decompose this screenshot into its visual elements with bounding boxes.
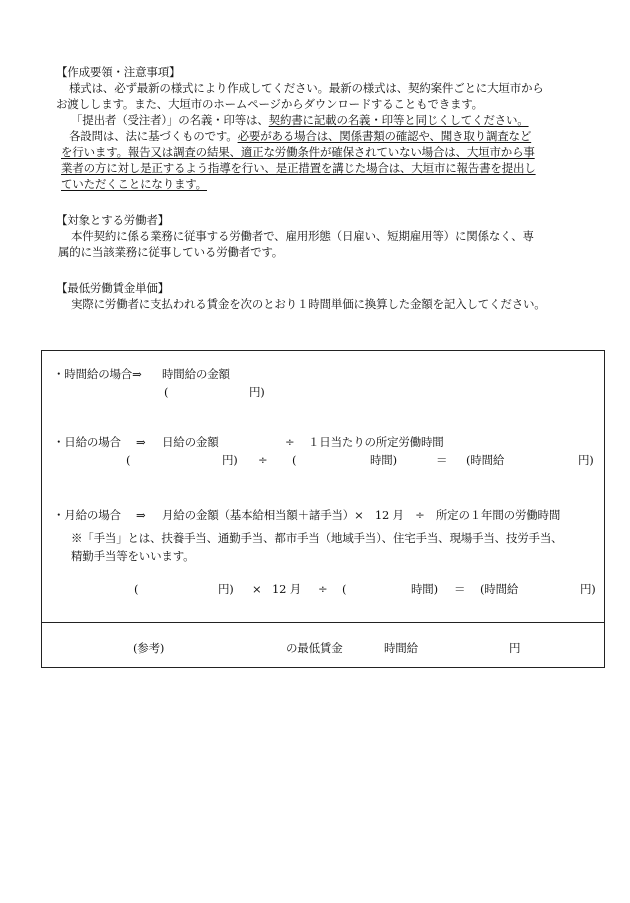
monthly-months: 12 月 <box>272 582 301 596</box>
monthly-formula: 月給の金額（基本給相当額＋諸手当）× 12 月 ÷ 所定の１年間の労働時間 <box>162 508 561 522</box>
notes-p3-a: 各設問は、法に基づくものです。 <box>69 129 238 143</box>
workers-line1: 本件契約に係る業務に従事する労働者で、雇用形態（日雇い、短期雇用等）に関係なく、専 <box>71 229 534 243</box>
workers-heading: 【対象とする労働者】 <box>56 213 169 227</box>
workers-line2: 属的に当該業務に従事している労働者です。 <box>58 245 284 259</box>
hourly-amount: 時間給の金額 <box>162 367 230 381</box>
monthly-div: ÷ <box>318 582 328 596</box>
daily-yen: 円) <box>222 453 238 467</box>
daily-result-open: (時間給 <box>466 453 505 467</box>
notes-p1-line2: お渡しします。また、大垣市のホームページからダウンロードすることもできます。 <box>56 97 483 111</box>
wage-line1: 実際に労働者に支払われる賃金を次のとおり１時間単価に換算した金額を記入してください。 <box>71 297 546 311</box>
notes-p2-b: 契約書に記載の名義・印等と同じくしてください。 <box>268 113 529 127</box>
reference-label: (参考) <box>133 641 165 655</box>
allowance-note-line1: ※「手当」とは、扶養手当、通勤手当、都市手当（地域手当）、住宅手当、現場手当、技労手当、 <box>71 531 563 545</box>
monthly-eq: ＝ <box>454 582 466 596</box>
monthly-label: ・月給の場合 <box>53 508 121 522</box>
notes-p3-line2: を行います。報告又は調査の結果、適正な労働条件が確保されていない場合は、大垣市から事 <box>61 145 535 159</box>
notes-p2-a: 「提出者（受注者）」の名義・印等は、 <box>71 113 269 127</box>
daily-result-close: 円) <box>578 453 594 467</box>
monthly-hours-unit: 時間) <box>411 582 438 596</box>
notes-p3-line4: ていただくことになります。 <box>61 177 207 191</box>
reference-divider <box>41 622 605 623</box>
reference-yen: 円 <box>509 641 521 655</box>
monthly-arrow: ⇒ <box>136 508 146 522</box>
daily-div: ÷ <box>285 435 295 449</box>
hourly-label: ・時間給の場合⇒ <box>53 367 142 381</box>
notes-p3-line3: 業者の方に対し是正するよう指導を行い、是正措置を講じた場合は、大垣市に報告書を提出し <box>61 161 536 175</box>
daily-amount: 日給の金額 <box>162 435 219 449</box>
wage-heading: 【最低労働賃金単価】 <box>56 281 169 295</box>
monthly-open2: ( <box>342 582 347 596</box>
monthly-times: × <box>252 582 262 596</box>
daily-label: ・日給の場合 <box>53 435 121 449</box>
hourly-yen: 円) <box>249 385 265 399</box>
daily-eq: ＝ <box>436 453 448 467</box>
daily-hours-unit: 時間) <box>370 453 397 467</box>
notes-p1-line1: 様式は、必ず最新の様式により作成してください。最新の様式は、契約案件ごとに大垣市から <box>69 81 544 95</box>
notes-p3-b: 必要がある場合は、関係書類の確認や、聞き取り調査など <box>237 129 532 143</box>
reference-hourly: 時間給 <box>384 641 418 655</box>
daily-open2: ( <box>292 453 297 467</box>
daily-hours: １日当たりの所定労働時間 <box>308 435 444 449</box>
monthly-open: ( <box>134 582 139 596</box>
daily-arrow: ⇒ <box>136 435 146 449</box>
monthly-result-open: (時間給 <box>480 582 519 596</box>
daily-div2: ÷ <box>258 453 268 467</box>
monthly-yen: 円) <box>218 582 234 596</box>
reference-min-wage: の最低賃金 <box>286 641 343 655</box>
daily-open: ( <box>126 453 131 467</box>
allowance-note-line2: 精勤手当等をいいます。 <box>71 549 195 563</box>
notes-heading: 【作成要領・注意事項】 <box>56 65 181 79</box>
monthly-result-close: 円) <box>580 582 596 596</box>
notes-p2 <box>71 112 529 128</box>
notes-p3 <box>69 128 531 144</box>
hourly-open: ( <box>164 385 169 399</box>
